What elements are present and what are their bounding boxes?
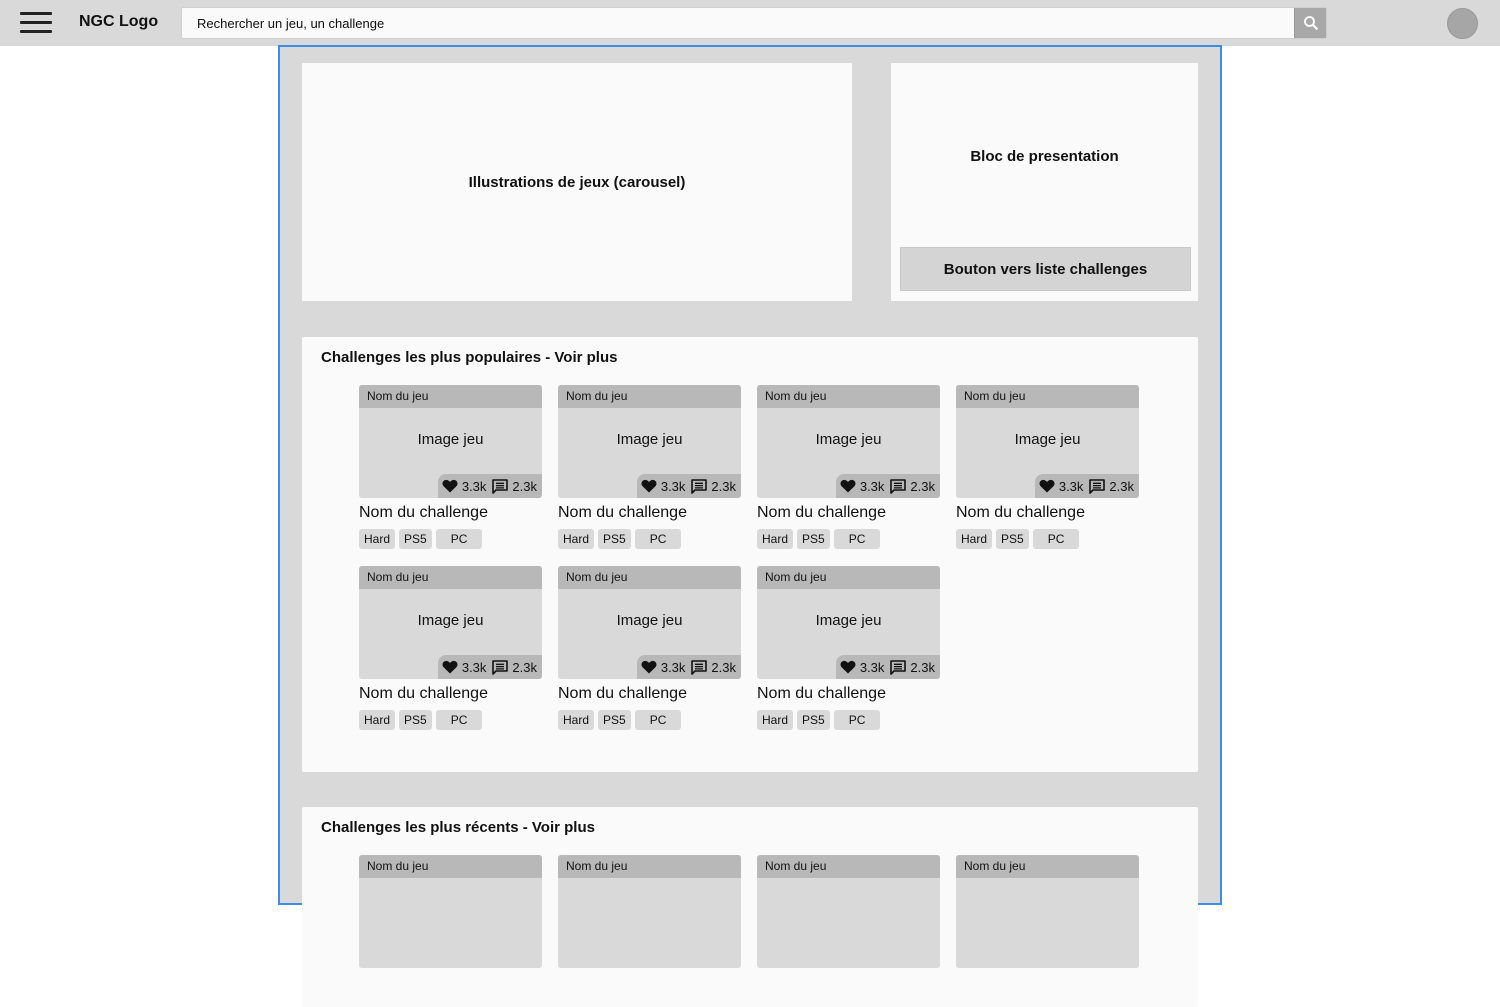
section-title[interactable]: Challenges les plus récents - Voir plus	[321, 819, 595, 836]
game-name: Nom du jeu	[558, 385, 741, 408]
tag[interactable]: Hard	[359, 529, 395, 549]
comment-icon	[1089, 479, 1105, 494]
challenges-list-button[interactable]: Bouton vers liste challenges	[900, 247, 1191, 291]
heart-icon	[641, 479, 657, 493]
game-image-placeholder: Image jeu	[616, 612, 683, 629]
tag[interactable]: PS5	[598, 710, 631, 730]
comments-count: 2.3k	[512, 659, 537, 675]
tag[interactable]: PS5	[996, 529, 1029, 549]
game-name: Nom du jeu	[359, 855, 542, 878]
search-button[interactable]	[1294, 8, 1326, 38]
game-image-placeholder: Image jeu	[815, 431, 882, 448]
comments-count: 2.3k	[1109, 478, 1134, 494]
game-name: Nom du jeu	[757, 385, 940, 408]
tag[interactable]: PS5	[399, 529, 432, 549]
tag[interactable]: PS5	[797, 529, 830, 549]
likes-count: 3.3k	[859, 659, 885, 675]
challenge-thumbnail[interactable]	[757, 385, 940, 498]
comment-icon	[492, 479, 508, 494]
tag[interactable]: Hard	[359, 710, 395, 730]
game-name: Nom du jeu	[359, 385, 542, 408]
tag[interactable]: PS5	[598, 529, 631, 549]
challenge-name[interactable]: Nom du challenge	[956, 504, 1085, 521]
challenge-thumbnail[interactable]	[359, 855, 542, 968]
card-stats	[438, 655, 542, 679]
challenge-thumbnail[interactable]	[757, 855, 940, 968]
heart-icon	[1039, 479, 1055, 493]
game-image-placeholder: Image jeu	[815, 612, 882, 629]
game-image-placeholder: Image jeu	[417, 431, 484, 448]
challenge-tags	[359, 710, 486, 730]
heart-icon	[840, 660, 856, 674]
challenge-name[interactable]: Nom du challenge	[359, 504, 488, 521]
tag[interactable]: Hard	[956, 529, 992, 549]
user-avatar[interactable]	[1447, 8, 1478, 39]
comment-icon	[890, 479, 906, 494]
recent-challenges-section	[302, 807, 1198, 1007]
game-name: Nom du jeu	[956, 855, 1139, 878]
popular-challenges-section	[302, 337, 1198, 772]
card-stats	[637, 655, 741, 679]
comments-count: 2.3k	[711, 659, 736, 675]
comments-count: 2.3k	[711, 478, 736, 494]
comment-icon	[890, 660, 906, 675]
tag[interactable]: PC	[1033, 529, 1080, 549]
game-name: Nom du jeu	[558, 566, 741, 589]
tag[interactable]: Hard	[558, 529, 594, 549]
challenge-thumbnail[interactable]	[359, 385, 542, 498]
game-image-placeholder: Image jeu	[1014, 431, 1081, 448]
card-stats	[438, 474, 542, 498]
heart-icon	[641, 660, 657, 674]
challenge-tags	[558, 710, 685, 730]
tag[interactable]: PC	[834, 529, 881, 549]
card-stats	[1035, 474, 1139, 498]
card-stats	[836, 474, 940, 498]
search-icon	[1303, 15, 1319, 31]
comments-count: 2.3k	[910, 478, 935, 494]
challenge-name[interactable]: Nom du challenge	[558, 504, 687, 521]
challenge-thumbnail[interactable]	[757, 566, 940, 679]
tag[interactable]: PC	[635, 529, 682, 549]
comments-count: 2.3k	[512, 478, 537, 494]
search-bar	[181, 7, 1327, 39]
comments-count: 2.3k	[910, 659, 935, 675]
presentation-block	[891, 63, 1198, 301]
challenge-tags	[558, 529, 685, 549]
challenge-thumbnail[interactable]	[558, 385, 741, 498]
comment-icon	[492, 660, 508, 675]
challenge-thumbnail[interactable]	[558, 855, 741, 968]
challenge-name[interactable]: Nom du challenge	[757, 504, 886, 521]
likes-count: 3.3k	[859, 478, 885, 494]
challenge-thumbnail[interactable]	[956, 385, 1139, 498]
challenge-thumbnail[interactable]	[558, 566, 741, 679]
main-frame	[278, 45, 1222, 905]
game-name: Nom du jeu	[757, 566, 940, 589]
challenge-name[interactable]: Nom du challenge	[757, 685, 886, 702]
game-carousel[interactable]: Illustrations de jeux (carousel)	[302, 63, 852, 301]
heart-icon	[840, 479, 856, 493]
likes-count: 3.3k	[1058, 478, 1084, 494]
tag[interactable]: Hard	[757, 710, 793, 730]
section-title[interactable]: Challenges les plus populaires - Voir plus	[321, 349, 618, 366]
challenge-tags	[757, 710, 884, 730]
challenge-tags	[757, 529, 884, 549]
challenge-tags	[956, 529, 1083, 549]
challenge-name[interactable]: Nom du challenge	[359, 685, 488, 702]
challenge-tags	[359, 529, 486, 549]
tag[interactable]: PS5	[399, 710, 432, 730]
card-stats	[637, 474, 741, 498]
site-logo[interactable]: NGC Logo	[79, 13, 159, 30]
tag[interactable]: PC	[436, 710, 483, 730]
card-stats	[836, 655, 940, 679]
comment-icon	[691, 660, 707, 675]
game-name: Nom du jeu	[558, 855, 741, 878]
game-name: Nom du jeu	[359, 566, 542, 589]
game-name: Nom du jeu	[956, 385, 1139, 408]
comment-icon	[691, 479, 707, 494]
tag[interactable]: PS5	[797, 710, 830, 730]
likes-count: 3.3k	[660, 659, 686, 675]
game-name: Nom du jeu	[757, 855, 940, 878]
challenge-thumbnail[interactable]	[956, 855, 1139, 968]
tag[interactable]: PC	[834, 710, 881, 730]
presentation-title: Bloc de presentation	[970, 148, 1119, 165]
heart-icon	[442, 479, 458, 493]
tag[interactable]: PC	[436, 529, 483, 549]
likes-count: 3.3k	[461, 478, 487, 494]
tag[interactable]: Hard	[757, 529, 793, 549]
likes-count: 3.3k	[461, 659, 487, 675]
challenge-name[interactable]: Nom du challenge	[558, 685, 687, 702]
game-image-placeholder: Image jeu	[417, 612, 484, 629]
tag[interactable]: Hard	[558, 710, 594, 730]
challenge-thumbnail[interactable]	[359, 566, 542, 679]
top-bar	[0, 0, 1500, 46]
hamburger-menu-icon[interactable]	[20, 10, 52, 36]
game-image-placeholder: Image jeu	[616, 431, 683, 448]
heart-icon	[442, 660, 458, 674]
search-input[interactable]	[182, 8, 1294, 38]
tag[interactable]: PC	[635, 710, 682, 730]
likes-count: 3.3k	[660, 478, 686, 494]
